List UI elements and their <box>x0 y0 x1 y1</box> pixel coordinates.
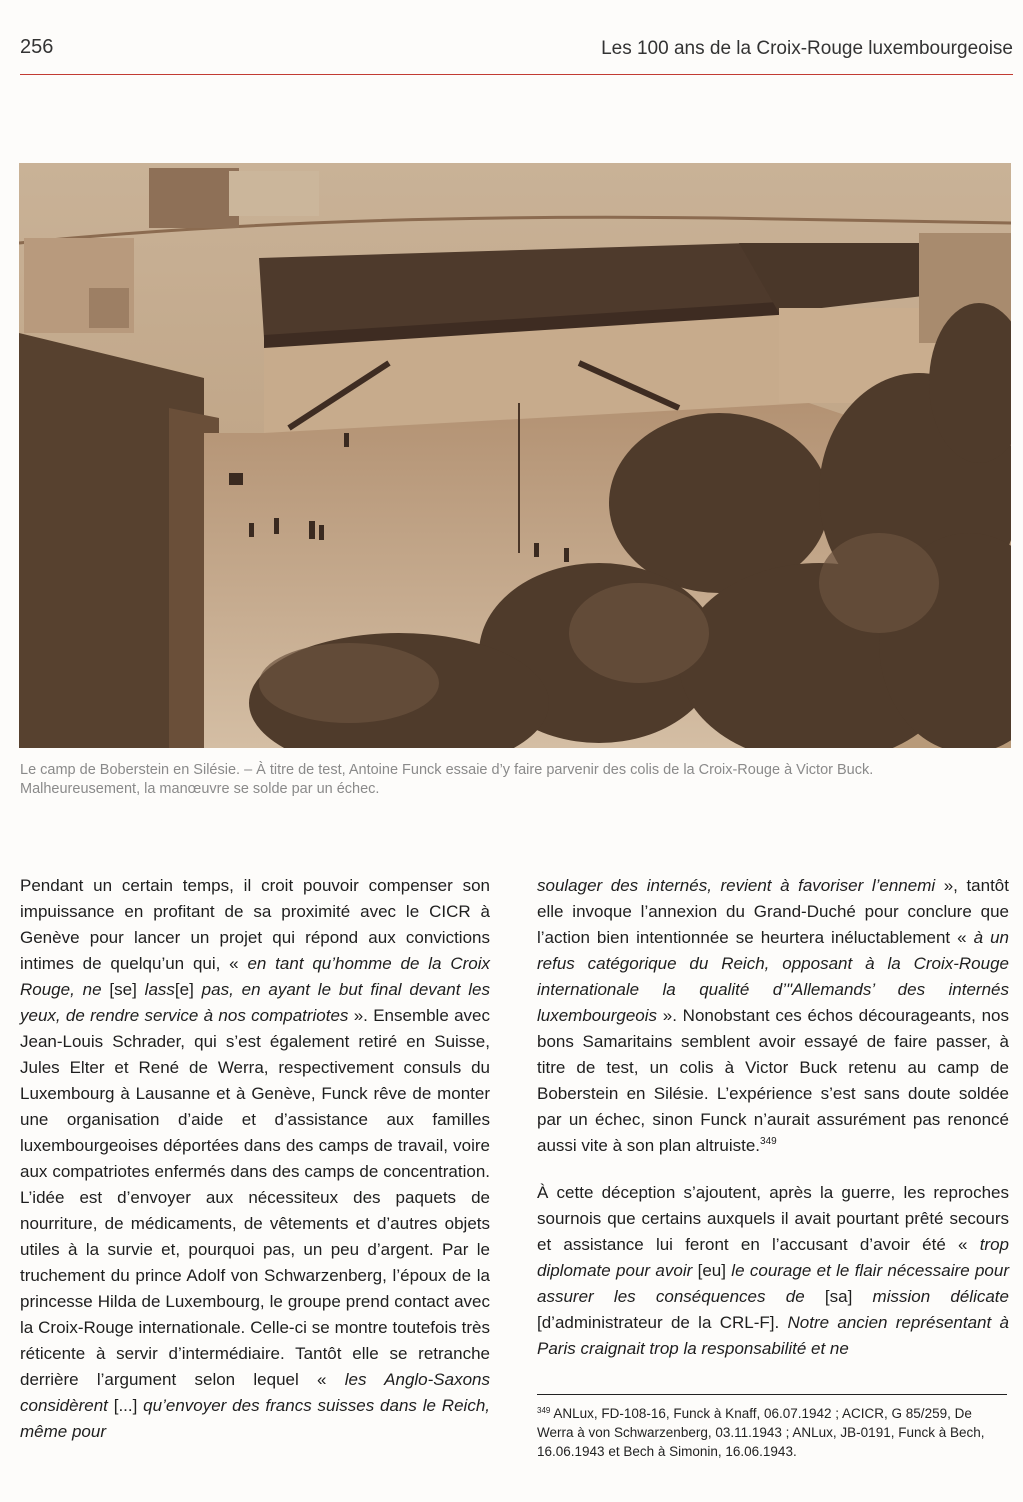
paragraph: soulager des internés, revient à favoriser l’ennemi », tantôt elle invoque l’annexion du Grand-Duché pour conclure que l’action bien intentionnée se heurtera inéluctablement « à un refus catégorique du Reich, opposant à la Croix-Rouge internationale la qualité d’"Allemands’ des internés luxembourgeois ». Nonobstant ces échos décourageants, nos bons Samaritains semblent avoir essayé de faire passer, à titre de test, un colis à Victor Buck retenu au camp de Boberstein en Silésie. L’expérience s’est sans doute soldée par un échec, sinon Funck n’aurait assurément pas renoncé aussi vite à son plan altruiste.$^{349}$ <box>537 876 1010 1155</box>
footnote <box>537 1404 1007 1461</box>
camp-photograph <box>19 163 1011 748</box>
footnote-reference[interactable]: 349 <box>760 1136 777 1147</box>
running-title: Les 100 ans de la Croix-Rouge luxembourgeoise <box>601 38 1013 59</box>
photo-caption: Le camp de Boberstein en Silésie. – À titre de test, Antoine Funck essaie d’y faire parvenir des colis de la Croix-Rouge à Victor Buck. Malheureusement, la manœuvre se solde par un échec. <box>20 762 874 797</box>
footnote-divider <box>537 1394 1007 1395</box>
body-column-right <box>537 873 1009 1362</box>
footnote-text: ANLux, FD-108-16, Funck à Knaff, 06.07.1942 ; ACICR, G 85/259, De Werra à von Schwarzenberg, 03.11.1943 ; ANLux, JB-0191, Funck à Bech, 16.06.1943 et Bech à Simonin, 16.06.1943. <box>537 1406 985 1459</box>
page-header <box>20 34 1013 75</box>
footnote-number: 349 <box>537 1406 551 1415</box>
paragraph: À cette déception s’ajoutent, après la guerre, les reproches sournois que certains auxquels il avait pourtant prêté secours et assistance lui feront en l’accusant d’avoir été « trop diplomate pour avoir [eu] le courage et le flair nécessaire pour assurer les conséquences de [sa] mission délicate [d’administrateur de la CRL-F]. Notre ancien représentant à Paris craignait trop la responsabilité et ne <box>537 1183 1010 1358</box>
body-column-left <box>20 873 490 1445</box>
page-number: 256 <box>20 36 54 58</box>
paragraph: Pendant un certain temps, il croit pouvoir compenser son impuissance en profitant de sa proximité avec le CICR à Genève pour lancer un projet qui répond aux convictions intimes de quelqu’un qui, « en tant qu’homme de la Croix Rouge, ne [se] lass[e] pas, en ayant le but final devant les yeux, de rendre service à nos compatriotes ». Ensemble avec Jean-Louis Schrader, qui s’est également retiré en Suisse, Jules Elter et René de Werra, respectivement consuls du Luxembourg à Lausanne et à Genève, Funck rêve de monter une organisation d’aide et d’assistance aux familles luxembourgeoises déportées dans des camps de travail, voire aux compatriotes enfermés dans des camps de concentration. L’idée est d’envoyer aux nécessiteux des paquets de nourriture, de médicaments, de vêtements et d’autres objets utiles à la survie et, pourquoi pas, un peu d’argent. Par le truchement du prince Adolf von Schwarzenberg, l’époux de la princesse Hilda de Luxembourg, le groupe prend contact avec la Croix-Rouge internationale. Celle-ci se montre toutefois très réticente à servir d’intermédiaire. Tantôt elle se retranche derrière l’argument selon lequel « les Anglo-Saxons considèrent [...] qu’envoyer des francs suisses dans le Reich, même pour <box>20 876 491 1441</box>
